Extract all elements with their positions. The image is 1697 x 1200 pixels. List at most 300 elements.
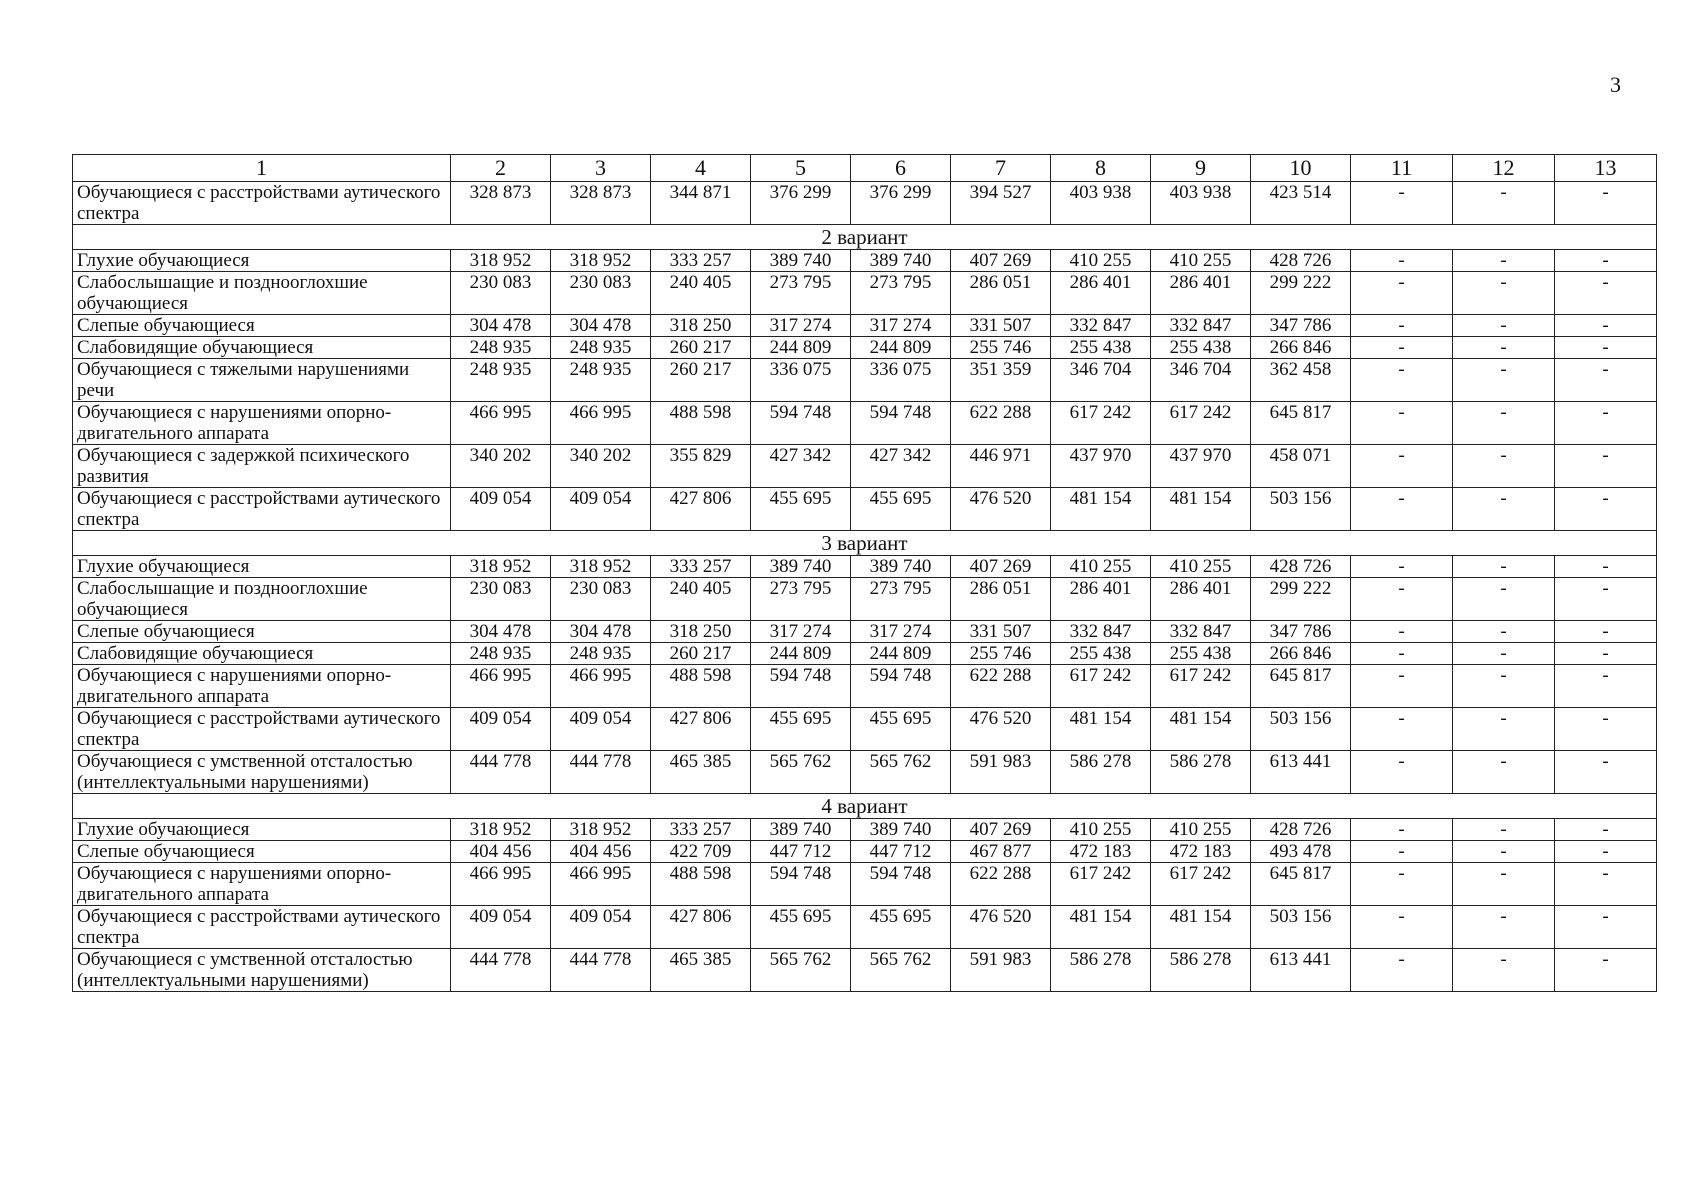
value-cell: -	[1351, 272, 1453, 315]
value-cell: 409 054	[451, 488, 551, 531]
value-cell: 332 847	[1151, 621, 1251, 643]
value-cell: 472 183	[1051, 841, 1151, 863]
value-cell: 255 438	[1151, 337, 1251, 359]
value-cell: -	[1351, 578, 1453, 621]
value-cell: 318 952	[551, 819, 651, 841]
value-cell: 444 778	[551, 751, 651, 794]
value-cell: 304 478	[451, 621, 551, 643]
value-cell: -	[1351, 949, 1453, 992]
value-cell: 286 051	[951, 272, 1051, 315]
value-cell: 328 873	[551, 182, 651, 225]
value-cell: 403 938	[1151, 182, 1251, 225]
value-cell: 446 971	[951, 445, 1051, 488]
value-cell: -	[1555, 906, 1657, 949]
value-cell: 336 075	[851, 359, 951, 402]
value-cell: 317 274	[751, 621, 851, 643]
value-cell: 248 935	[451, 337, 551, 359]
value-cell: 260 217	[651, 643, 751, 665]
variant-title: 4 вариант	[73, 794, 1657, 819]
row-label: Слепые обучающиеся	[73, 621, 451, 643]
value-cell: 503 156	[1251, 708, 1351, 751]
value-cell: -	[1351, 643, 1453, 665]
column-number: 9	[1151, 155, 1251, 182]
value-cell: -	[1453, 315, 1555, 337]
value-cell: -	[1555, 556, 1657, 578]
value-cell: -	[1453, 819, 1555, 841]
value-cell: 594 748	[751, 402, 851, 445]
value-cell: -	[1351, 315, 1453, 337]
value-cell: 304 478	[551, 621, 651, 643]
value-cell: 586 278	[1151, 751, 1251, 794]
value-cell: 331 507	[951, 621, 1051, 643]
value-cell: 389 740	[851, 250, 951, 272]
value-cell: 333 257	[651, 556, 751, 578]
table-row	[73, 578, 1657, 621]
value-cell: 230 083	[551, 578, 651, 621]
value-cell: -	[1453, 556, 1555, 578]
table-row	[73, 182, 1657, 225]
value-cell: 488 598	[651, 665, 751, 708]
value-cell: 317 274	[751, 315, 851, 337]
value-cell: 255 746	[951, 643, 1051, 665]
value-cell: -	[1453, 337, 1555, 359]
value-cell: -	[1453, 841, 1555, 863]
value-cell: 331 507	[951, 315, 1051, 337]
value-cell: -	[1555, 665, 1657, 708]
value-cell: 427 806	[651, 906, 751, 949]
row-label: Слепые обучающиеся	[73, 841, 451, 863]
value-cell: 455 695	[851, 906, 951, 949]
value-cell: -	[1453, 863, 1555, 906]
value-cell: 481 154	[1151, 488, 1251, 531]
variant-section-row	[73, 531, 1657, 556]
value-cell: 455 695	[851, 488, 951, 531]
table-row	[73, 819, 1657, 841]
value-cell: 244 809	[851, 337, 951, 359]
value-cell: 286 401	[1151, 272, 1251, 315]
value-cell: 586 278	[1051, 949, 1151, 992]
value-cell: 455 695	[751, 488, 851, 531]
value-cell: -	[1453, 578, 1555, 621]
value-cell: -	[1453, 250, 1555, 272]
value-cell: 389 740	[851, 819, 951, 841]
value-cell: 503 156	[1251, 906, 1351, 949]
value-cell: -	[1453, 182, 1555, 225]
value-cell: -	[1555, 841, 1657, 863]
value-cell: 318 250	[651, 315, 751, 337]
table-row	[73, 621, 1657, 643]
value-cell: 622 288	[951, 665, 1051, 708]
value-cell: 481 154	[1051, 906, 1151, 949]
value-cell: -	[1453, 643, 1555, 665]
value-cell: 376 299	[851, 182, 951, 225]
value-cell: -	[1555, 751, 1657, 794]
value-cell: -	[1555, 863, 1657, 906]
value-cell: 332 847	[1151, 315, 1251, 337]
value-cell: -	[1555, 315, 1657, 337]
value-cell: 428 726	[1251, 250, 1351, 272]
value-cell: -	[1351, 182, 1453, 225]
value-cell: 318 952	[451, 250, 551, 272]
value-cell: 273 795	[851, 578, 951, 621]
row-label: Глухие обучающиеся	[73, 250, 451, 272]
value-cell: 444 778	[451, 949, 551, 992]
variant-title: 3 вариант	[73, 531, 1657, 556]
value-cell: 346 704	[1151, 359, 1251, 402]
value-cell: 613 441	[1251, 949, 1351, 992]
column-number: 1	[73, 155, 451, 182]
table-row	[73, 841, 1657, 863]
table-row	[73, 863, 1657, 906]
value-cell: -	[1453, 949, 1555, 992]
table-row	[73, 708, 1657, 751]
value-cell: -	[1351, 841, 1453, 863]
value-cell: 244 809	[851, 643, 951, 665]
value-cell: 586 278	[1051, 751, 1151, 794]
value-cell: 394 527	[951, 182, 1051, 225]
value-cell: -	[1351, 708, 1453, 751]
value-cell: 376 299	[751, 182, 851, 225]
value-cell: 565 762	[851, 949, 951, 992]
value-cell: 404 456	[551, 841, 651, 863]
value-cell: 248 935	[551, 359, 651, 402]
column-number: 13	[1555, 155, 1657, 182]
value-cell: 286 401	[1151, 578, 1251, 621]
value-cell: 410 255	[1051, 250, 1151, 272]
value-cell: 255 746	[951, 337, 1051, 359]
value-cell: 594 748	[751, 665, 851, 708]
value-cell: 493 478	[1251, 841, 1351, 863]
value-cell: 304 478	[551, 315, 651, 337]
value-cell: -	[1351, 863, 1453, 906]
value-cell: -	[1555, 250, 1657, 272]
value-cell: 318 952	[451, 819, 551, 841]
value-cell: 409 054	[551, 906, 651, 949]
value-cell: -	[1453, 272, 1555, 315]
row-label: Глухие обучающиеся	[73, 819, 451, 841]
value-cell: 617 242	[1051, 402, 1151, 445]
value-cell: 389 740	[851, 556, 951, 578]
value-cell: 244 809	[751, 643, 851, 665]
value-cell: 565 762	[851, 751, 951, 794]
value-cell: 466 995	[551, 863, 651, 906]
value-cell: -	[1351, 445, 1453, 488]
variant-section-row	[73, 794, 1657, 819]
value-cell: 240 405	[651, 272, 751, 315]
column-number: 7	[951, 155, 1051, 182]
value-cell: -	[1555, 949, 1657, 992]
row-label: Обучающиеся с умственной отсталостью (интеллектуальными нарушениями)	[73, 949, 451, 992]
value-cell: 476 520	[951, 488, 1051, 531]
row-label: Слабослышащие и позднооглохшие обучающиеся	[73, 578, 451, 621]
value-cell: -	[1555, 819, 1657, 841]
value-cell: 645 817	[1251, 863, 1351, 906]
table-row	[73, 337, 1657, 359]
value-cell: 332 847	[1051, 315, 1151, 337]
value-cell: 466 995	[551, 402, 651, 445]
value-cell: 455 695	[751, 708, 851, 751]
table-row	[73, 402, 1657, 445]
column-number-row	[73, 155, 1657, 182]
column-number: 12	[1453, 155, 1555, 182]
value-cell: 427 342	[751, 445, 851, 488]
value-cell: 347 786	[1251, 315, 1351, 337]
value-cell: 332 847	[1051, 621, 1151, 643]
value-cell: -	[1555, 359, 1657, 402]
value-cell: 248 935	[551, 337, 651, 359]
value-cell: -	[1351, 621, 1453, 643]
column-number: 2	[451, 155, 551, 182]
value-cell: -	[1351, 250, 1453, 272]
value-cell: 481 154	[1151, 906, 1251, 949]
value-cell: 481 154	[1151, 708, 1251, 751]
column-number: 6	[851, 155, 951, 182]
value-cell: 410 255	[1151, 819, 1251, 841]
value-cell: 645 817	[1251, 402, 1351, 445]
value-cell: 427 806	[651, 488, 751, 531]
value-cell: -	[1555, 578, 1657, 621]
value-cell: 389 740	[751, 819, 851, 841]
value-cell: 318 952	[551, 250, 651, 272]
value-cell: 299 222	[1251, 578, 1351, 621]
value-cell: 340 202	[551, 445, 651, 488]
variant-section-row	[73, 225, 1657, 250]
value-cell: 466 995	[551, 665, 651, 708]
value-cell: 410 255	[1051, 556, 1151, 578]
value-cell: 444 778	[551, 949, 651, 992]
value-cell: 613 441	[1251, 751, 1351, 794]
column-number: 3	[551, 155, 651, 182]
row-label: Обучающиеся с тяжелыми нарушениями речи	[73, 359, 451, 402]
value-cell: -	[1453, 445, 1555, 488]
row-label: Обучающиеся с нарушениями опорно-двигательного аппарата	[73, 863, 451, 906]
page-number: 3	[1610, 72, 1621, 97]
value-cell: 476 520	[951, 708, 1051, 751]
value-cell: 230 083	[451, 272, 551, 315]
variant-title: 2 вариант	[73, 225, 1657, 250]
value-cell: 407 269	[951, 819, 1051, 841]
value-cell: -	[1351, 665, 1453, 708]
value-cell: 465 385	[651, 949, 751, 992]
value-cell: 594 748	[851, 863, 951, 906]
row-label: Обучающиеся с расстройствами аутического спектра	[73, 906, 451, 949]
value-cell: 273 795	[751, 272, 851, 315]
value-cell: -	[1453, 359, 1555, 402]
value-cell: 565 762	[751, 751, 851, 794]
value-cell: 409 054	[551, 708, 651, 751]
value-cell: 622 288	[951, 863, 1051, 906]
value-cell: 318 952	[551, 556, 651, 578]
value-cell: 318 952	[451, 556, 551, 578]
value-cell: 260 217	[651, 337, 751, 359]
value-cell: 455 695	[751, 906, 851, 949]
value-cell: -	[1351, 359, 1453, 402]
value-cell: 351 359	[951, 359, 1051, 402]
value-cell: 407 269	[951, 556, 1051, 578]
value-cell: 240 405	[651, 578, 751, 621]
value-cell: 286 051	[951, 578, 1051, 621]
value-cell: -	[1453, 708, 1555, 751]
value-cell: 591 983	[951, 949, 1051, 992]
value-cell: 645 817	[1251, 665, 1351, 708]
value-cell: 410 255	[1151, 556, 1251, 578]
row-label: Обучающиеся с нарушениями опорно-двигательного аппарата	[73, 402, 451, 445]
value-cell: 503 156	[1251, 488, 1351, 531]
value-cell: 255 438	[1051, 337, 1151, 359]
value-cell: 410 255	[1151, 250, 1251, 272]
value-cell: 304 478	[451, 315, 551, 337]
column-number: 10	[1251, 155, 1351, 182]
value-cell: 594 748	[851, 665, 951, 708]
value-cell: 230 083	[451, 578, 551, 621]
value-cell: 617 242	[1051, 665, 1151, 708]
value-cell: 336 075	[751, 359, 851, 402]
value-cell: 248 935	[451, 643, 551, 665]
value-cell: 255 438	[1151, 643, 1251, 665]
value-cell: -	[1351, 488, 1453, 531]
value-cell: 422 709	[651, 841, 751, 863]
value-cell: -	[1555, 488, 1657, 531]
value-cell: 437 970	[1051, 445, 1151, 488]
value-cell: 447 712	[851, 841, 951, 863]
value-cell: 594 748	[751, 863, 851, 906]
value-cell: -	[1351, 556, 1453, 578]
table-row	[73, 751, 1657, 794]
value-cell: 428 726	[1251, 556, 1351, 578]
value-cell: 617 242	[1051, 863, 1151, 906]
value-cell: -	[1351, 906, 1453, 949]
value-cell: -	[1453, 665, 1555, 708]
value-cell: -	[1453, 488, 1555, 531]
value-cell: 248 935	[451, 359, 551, 402]
value-cell: 466 995	[451, 402, 551, 445]
value-cell: 286 401	[1051, 578, 1151, 621]
value-cell: 328 873	[451, 182, 551, 225]
value-cell: 409 054	[451, 906, 551, 949]
table-row	[73, 665, 1657, 708]
value-cell: 299 222	[1251, 272, 1351, 315]
value-cell: 409 054	[551, 488, 651, 531]
value-cell: -	[1555, 621, 1657, 643]
value-cell: 409 054	[451, 708, 551, 751]
row-label: Глухие обучающиеся	[73, 556, 451, 578]
value-cell: -	[1555, 445, 1657, 488]
value-cell: 427 806	[651, 708, 751, 751]
value-cell: 317 274	[851, 621, 951, 643]
value-cell: 340 202	[451, 445, 551, 488]
value-cell: -	[1351, 819, 1453, 841]
value-cell: 565 762	[751, 949, 851, 992]
value-cell: 389 740	[751, 556, 851, 578]
row-label: Обучающиеся с нарушениями опорно-двигательного аппарата	[73, 665, 451, 708]
column-number: 8	[1051, 155, 1151, 182]
value-cell: 476 520	[951, 906, 1051, 949]
table-row	[73, 315, 1657, 337]
value-cell: 344 871	[651, 182, 751, 225]
value-cell: 458 071	[1251, 445, 1351, 488]
table-row	[73, 488, 1657, 531]
value-cell: -	[1555, 337, 1657, 359]
value-cell: 273 795	[751, 578, 851, 621]
value-cell: 481 154	[1051, 708, 1151, 751]
table-row	[73, 556, 1657, 578]
value-cell: 591 983	[951, 751, 1051, 794]
value-cell: 318 250	[651, 621, 751, 643]
value-cell: 488 598	[651, 402, 751, 445]
value-cell: 346 704	[1051, 359, 1151, 402]
value-cell: 437 970	[1151, 445, 1251, 488]
value-cell: 255 438	[1051, 643, 1151, 665]
value-cell: 594 748	[851, 402, 951, 445]
value-cell: 333 257	[651, 250, 751, 272]
row-label: Обучающиеся с расстройствами аутического спектра	[73, 708, 451, 751]
row-label: Слабовидящие обучающиеся	[73, 643, 451, 665]
value-cell: 423 514	[1251, 182, 1351, 225]
table-row	[73, 359, 1657, 402]
value-cell: 617 242	[1151, 402, 1251, 445]
value-cell: 465 385	[651, 751, 751, 794]
value-cell: 472 183	[1151, 841, 1251, 863]
value-cell: -	[1453, 402, 1555, 445]
value-cell: 317 274	[851, 315, 951, 337]
value-cell: 403 938	[1051, 182, 1151, 225]
value-cell: 444 778	[451, 751, 551, 794]
value-cell: -	[1453, 751, 1555, 794]
row-label: Слабовидящие обучающиеся	[73, 337, 451, 359]
value-cell: 273 795	[851, 272, 951, 315]
value-cell: -	[1555, 272, 1657, 315]
value-cell: 466 995	[451, 665, 551, 708]
value-cell: -	[1351, 337, 1453, 359]
row-label: Обучающиеся с задержкой психического развития	[73, 445, 451, 488]
value-cell: 260 217	[651, 359, 751, 402]
value-cell: 248 935	[551, 643, 651, 665]
value-cell: 467 877	[951, 841, 1051, 863]
value-cell: 404 456	[451, 841, 551, 863]
row-label: Обучающиеся с расстройствами аутического спектра	[73, 488, 451, 531]
row-label: Обучающиеся с умственной отсталостью (интеллектуальными нарушениями)	[73, 751, 451, 794]
value-cell: 407 269	[951, 250, 1051, 272]
value-cell: 333 257	[651, 819, 751, 841]
cost-table	[72, 154, 1657, 992]
value-cell: 455 695	[851, 708, 951, 751]
value-cell: 466 995	[451, 863, 551, 906]
value-cell: -	[1453, 621, 1555, 643]
table-row	[73, 445, 1657, 488]
value-cell: 286 401	[1051, 272, 1151, 315]
value-cell: 622 288	[951, 402, 1051, 445]
table-row	[73, 949, 1657, 992]
value-cell: 617 242	[1151, 665, 1251, 708]
row-label: Слепые обучающиеся	[73, 315, 451, 337]
value-cell: 488 598	[651, 863, 751, 906]
table-row	[73, 906, 1657, 949]
value-cell: -	[1555, 643, 1657, 665]
value-cell: -	[1555, 402, 1657, 445]
value-cell: -	[1351, 402, 1453, 445]
value-cell: 355 829	[651, 445, 751, 488]
table-row	[73, 272, 1657, 315]
value-cell: 347 786	[1251, 621, 1351, 643]
value-cell: 447 712	[751, 841, 851, 863]
value-cell: 244 809	[751, 337, 851, 359]
value-cell: -	[1453, 906, 1555, 949]
row-label: Обучающиеся с расстройствами аутического спектра	[73, 182, 451, 225]
value-cell: 389 740	[751, 250, 851, 272]
value-cell: 617 242	[1151, 863, 1251, 906]
value-cell: -	[1555, 182, 1657, 225]
value-cell: 266 846	[1251, 337, 1351, 359]
